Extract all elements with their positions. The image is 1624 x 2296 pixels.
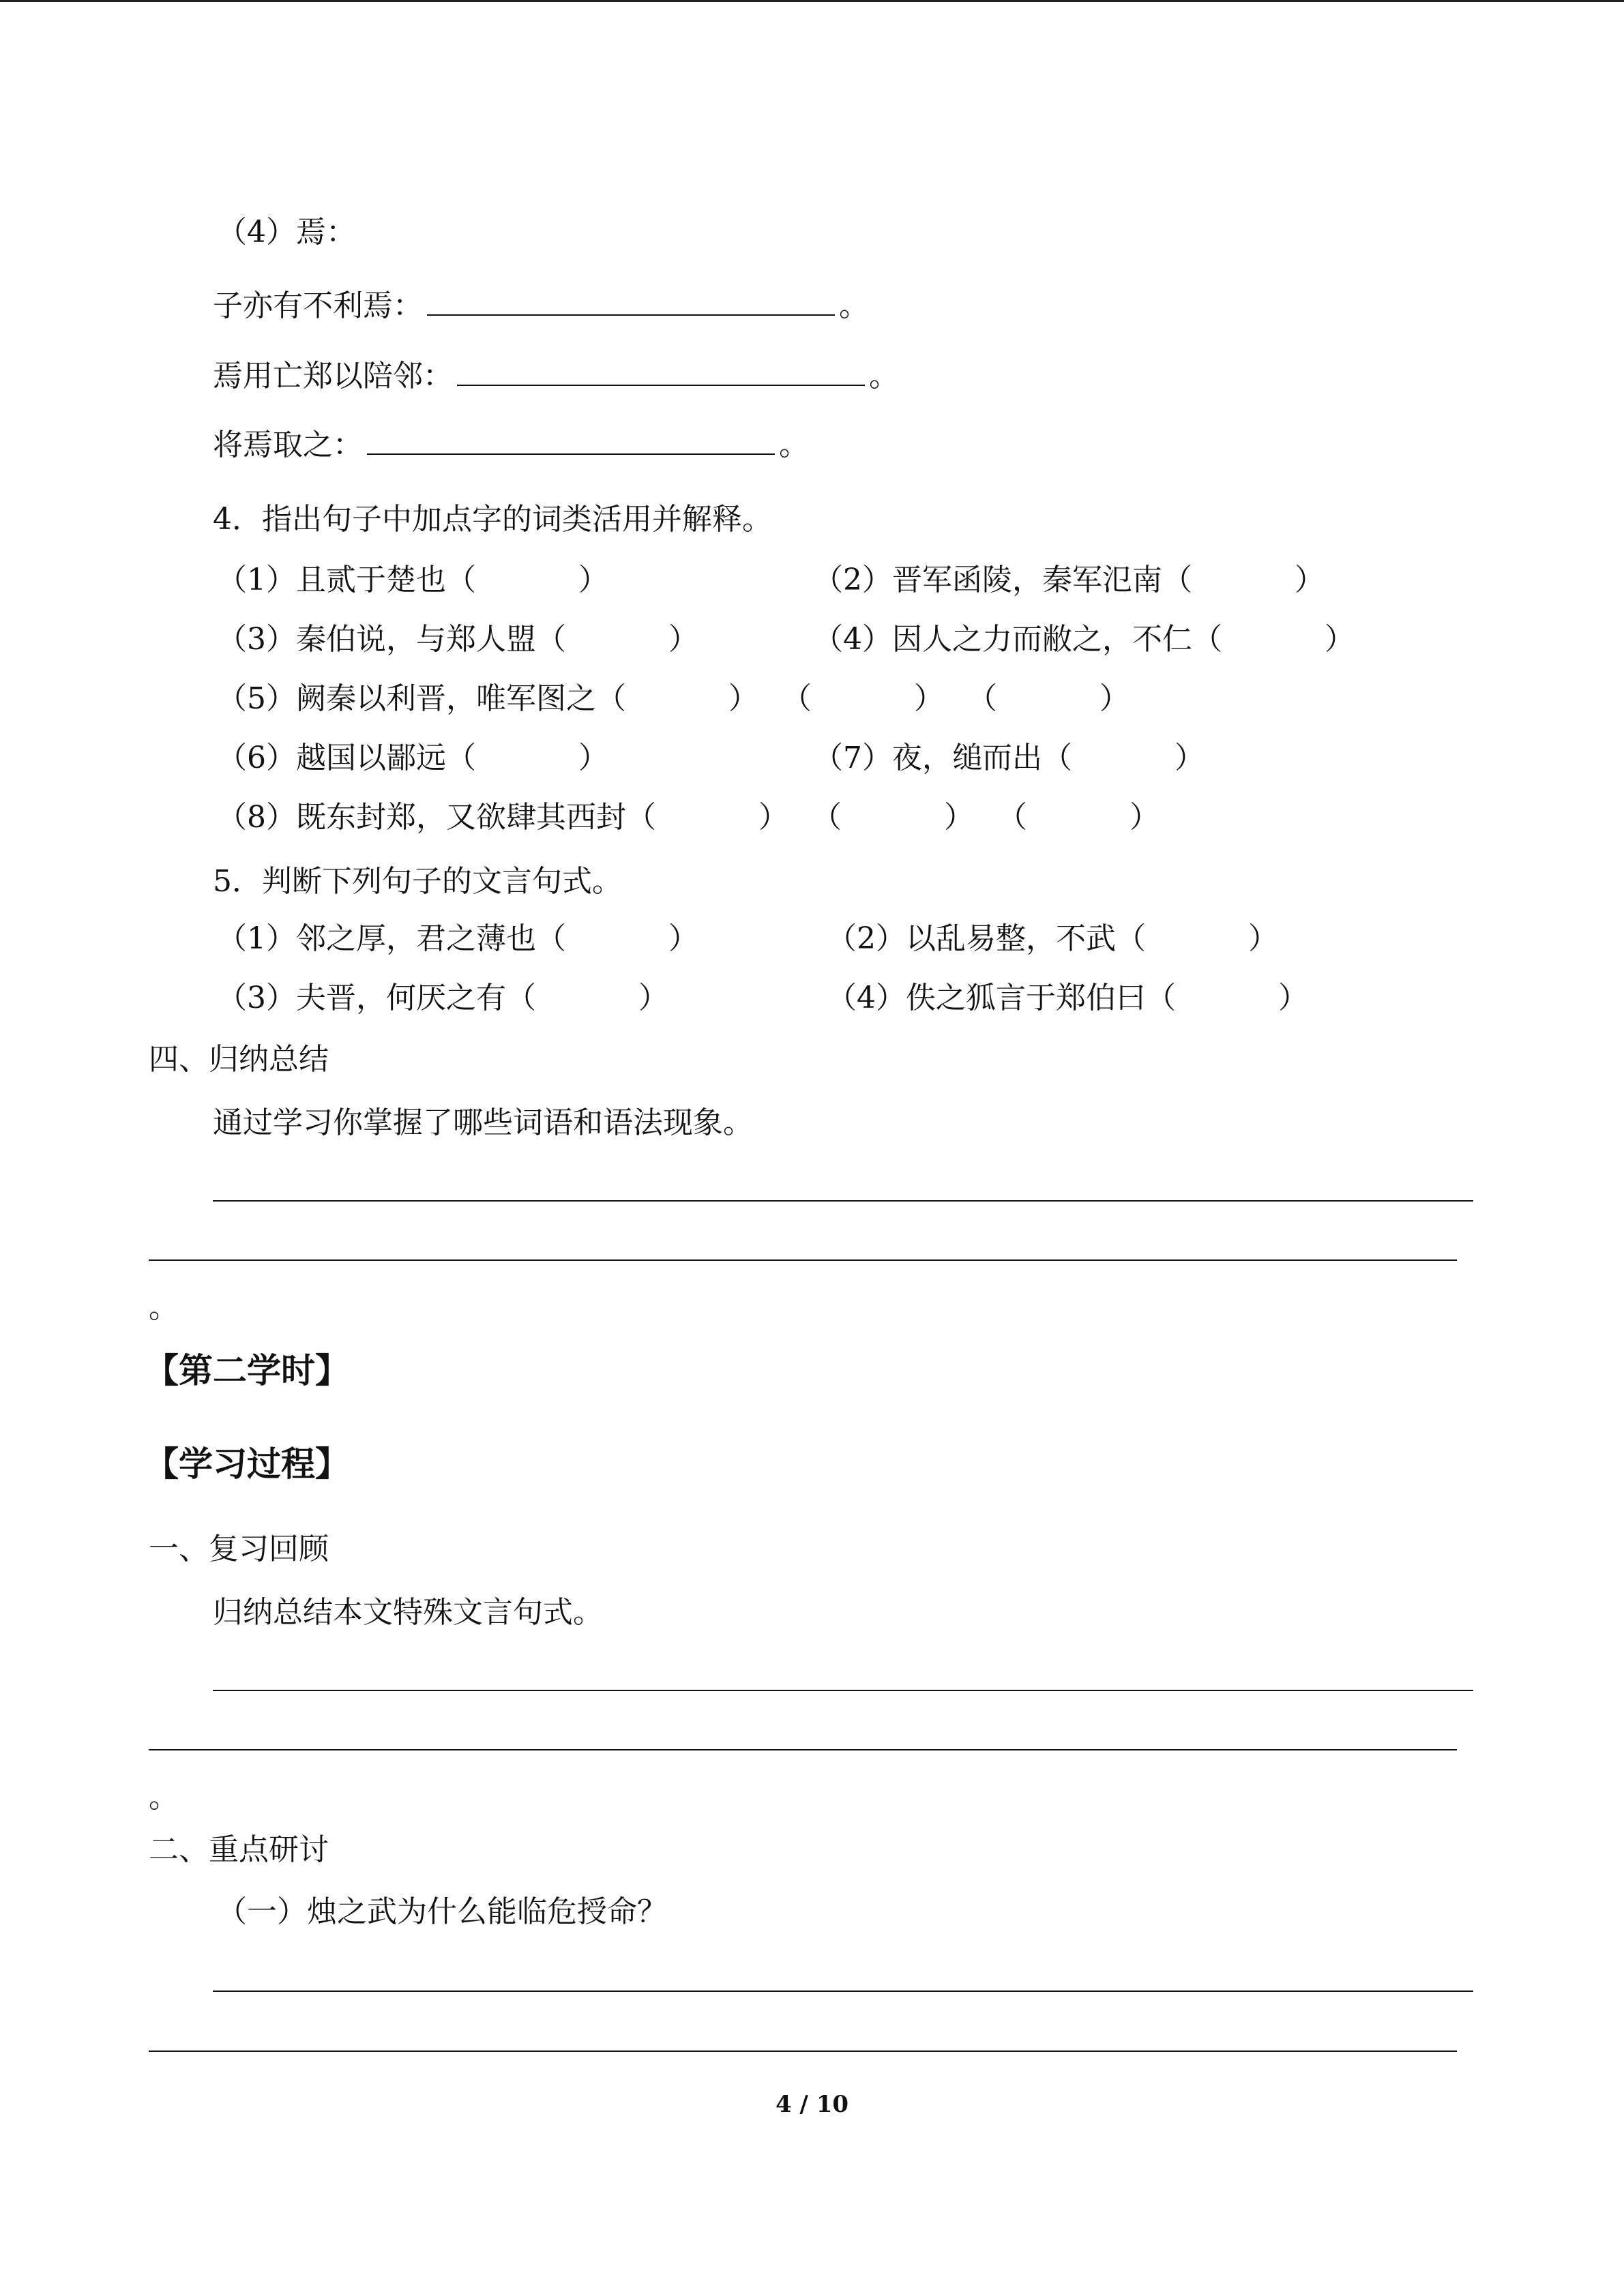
focus-heading: 二、重点研讨 [149, 1832, 329, 1867]
answer-line[interactable] [149, 2051, 1457, 2052]
answer-blank[interactable] [457, 357, 865, 386]
answer-line[interactable] [213, 1690, 1473, 1691]
q4-item-1: （1）且贰于楚也（ ） [217, 563, 608, 597]
page-top-border [0, 0, 1624, 2]
page-number: 4 / 10 [775, 2091, 849, 2118]
q5-item-3: （3）夫晋，何厌之有（ ） [217, 981, 668, 1015]
q5-item-4: （4）佚之狐言于郑伯曰（ ） [827, 981, 1308, 1015]
answer-line[interactable] [149, 1259, 1457, 1261]
section-4-heading: 四、归纳总结 [149, 1042, 329, 1077]
q4-item-3: （3）秦伯说，与郑人盟（ ） [217, 622, 698, 657]
answer-line[interactable] [149, 1749, 1457, 1750]
focus-question-1: （一）烛之武为什么能临危授命？ [217, 1894, 667, 1929]
answer-blank[interactable] [427, 287, 835, 316]
section-4-prompt: 通过学习你掌握了哪些词语和语法现象。 [213, 1105, 753, 1140]
q4-item-5: （5）阙秦以利晋，唯军图之（ ） （ ） （ ） [217, 681, 1130, 716]
answer-line[interactable] [213, 1991, 1473, 1992]
learning-process-title: 【学习过程】 [145, 1444, 349, 1484]
answer-blank[interactable] [367, 426, 775, 455]
q4-item-4: （4）因人之力而敝之，不仁（ ） [813, 622, 1355, 657]
section-4-end-mark: 。 [149, 1290, 179, 1325]
q4-item-6: （6）越国以鄙远（ ） [217, 741, 608, 775]
question-4-title: 4．指出句子中加点字的词类活用并解释。 [213, 502, 772, 537]
q4-item-7: （7）夜，缒而出（ ） [813, 741, 1205, 775]
q4-item-2: （2）晋军函陵，秦军氾南（ ） [813, 563, 1325, 597]
review-end-mark: 。 [149, 1780, 179, 1815]
answer-line[interactable] [213, 1200, 1473, 1202]
item-4-label: （4）焉： [217, 215, 356, 250]
question-5-title: 5．判断下列句子的文言句式。 [213, 864, 622, 899]
lesson-2-title: 【第二学时】 [145, 1351, 349, 1390]
review-heading: 一、复习回顾 [149, 1532, 329, 1566]
q4-item-8: （8）既东封郑，又欲肆其西封（ ） （ ） （ ） [217, 800, 1160, 835]
yan-sentence-2: 焉用亡郑以陪邻： 。 [213, 359, 899, 393]
yan-sentence-3: 将焉取之： 。 [213, 428, 809, 462]
q5-item-2: （2）以乱易整，不武（ ） [827, 921, 1278, 956]
review-prompt: 归纳总结本文特殊文言句式。 [213, 1595, 603, 1630]
yan-sentence-1: 子亦有不利焉： 。 [213, 288, 869, 323]
q5-item-1: （1）邻之厚，君之薄也（ ） [217, 921, 698, 956]
